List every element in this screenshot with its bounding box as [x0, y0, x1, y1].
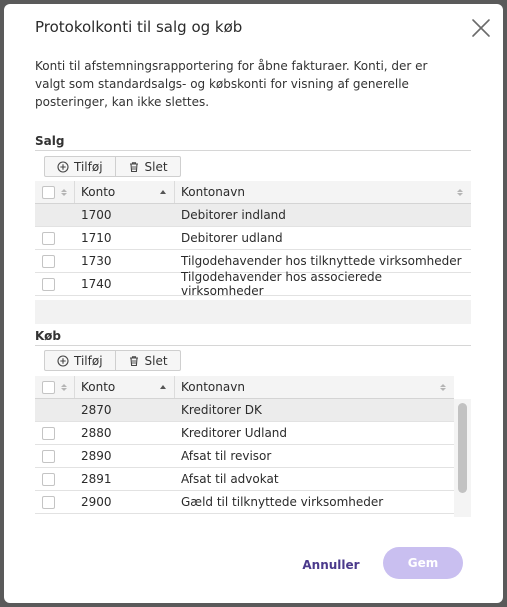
salg-col-navn-label: Kontonavn — [181, 185, 245, 199]
cell-konto: 1700 — [81, 208, 112, 222]
salg-grid — [35, 181, 471, 296]
row-checkbox[interactable] — [42, 255, 55, 268]
salg-header-select-cell — [35, 181, 75, 203]
row-select-cell — [35, 422, 75, 444]
row-checkbox[interactable] — [42, 427, 55, 440]
cell-konto: 1730 — [81, 254, 112, 268]
row-select-cell — [35, 399, 75, 421]
salg-toolbar — [44, 156, 181, 177]
salg-add-label: Tilføj — [74, 159, 103, 174]
cell-navn: Debitorer udland — [181, 231, 283, 245]
trash-icon — [128, 161, 140, 173]
row-checkbox[interactable] — [42, 473, 55, 486]
trash-icon — [128, 355, 140, 367]
row-select-cell — [35, 273, 75, 295]
sort-icon — [61, 384, 67, 391]
salg-section-label: Salg — [35, 134, 65, 148]
cell-navn: Gæld til tilknyttede virksomheder — [181, 495, 384, 509]
sort-icon — [61, 189, 67, 196]
dialog — [4, 4, 503, 603]
kob-col-konto-label: Konto — [81, 380, 116, 394]
plus-circle-icon — [57, 355, 69, 367]
kob-scrollbar-thumb[interactable] — [458, 403, 467, 493]
plus-circle-icon — [57, 161, 69, 173]
cell-navn: Afsat til advokat — [181, 472, 279, 486]
row-checkbox[interactable] — [42, 496, 55, 509]
cell-konto: 2880 — [81, 426, 112, 440]
row-select-cell — [35, 227, 75, 249]
cell-navn: Afsat til revisor — [181, 449, 272, 463]
kob-delete-button[interactable] — [115, 351, 180, 370]
salg-grid-footer — [35, 300, 471, 324]
cell-konto: 2890 — [81, 449, 112, 463]
kob-toolbar — [44, 350, 181, 371]
cell-navn: Debitorer indland — [181, 208, 286, 222]
table-row[interactable] — [35, 270, 471, 298]
sort-icon — [440, 384, 446, 391]
cell-konto: 2870 — [81, 403, 112, 417]
kob-delete-label: Slet — [144, 353, 168, 368]
kob-grid-header — [35, 376, 454, 399]
cell-navn: Kreditorer Udland — [181, 426, 288, 440]
table-row[interactable] — [35, 227, 471, 250]
cell-navn: Tilgodehavender hos associerede virksomheder — [181, 270, 382, 298]
kob-header-select-cell — [35, 376, 75, 398]
row-select-cell — [35, 491, 75, 513]
table-row[interactable] — [35, 468, 454, 491]
table-row[interactable] — [35, 491, 454, 514]
sort-asc-icon — [160, 190, 166, 194]
table-row[interactable] — [35, 445, 454, 468]
row-select-cell — [35, 204, 75, 226]
cell-navn: Tilgodehavender hos tilknyttede virksomheder — [181, 254, 462, 268]
row-select-cell — [35, 468, 75, 490]
close-icon[interactable] — [471, 18, 491, 38]
salg-col-konto-label: Konto — [81, 185, 116, 199]
cell-konto: 2891 — [81, 472, 112, 486]
row-select-cell — [35, 445, 75, 467]
table-row[interactable] — [35, 422, 454, 445]
kob-select-all-checkbox[interactable] — [42, 381, 55, 394]
cell-konto: 2900 — [81, 495, 112, 509]
kob-section-label: Køb — [35, 329, 61, 343]
cell-konto: 1740 — [81, 277, 112, 291]
salg-col-konto[interactable] — [75, 181, 175, 203]
row-select-cell — [35, 250, 75, 272]
dialog-title: Protokolkonti til salg og køb — [35, 18, 243, 36]
kob-col-navn-label: Kontonavn — [181, 380, 245, 394]
salg-delete-label: Slet — [144, 159, 168, 174]
kob-divider — [35, 345, 471, 346]
salg-add-button[interactable] — [45, 157, 115, 176]
row-checkbox[interactable] — [42, 450, 55, 463]
dialog-description: Konti til afstemningsrapportering for åbne fakturaer. Konti, der er valgt som standardsalgs- og købskonti for visning af generelle posteringer, kan ikke slettes. — [35, 59, 428, 109]
cancel-button[interactable]: Annuller — [302, 558, 360, 572]
sort-icon — [457, 189, 463, 196]
sort-asc-icon — [160, 385, 166, 389]
kob-grid — [35, 376, 454, 514]
kob-col-navn[interactable] — [175, 376, 454, 398]
row-checkbox[interactable] — [42, 232, 55, 245]
salg-select-all-checkbox[interactable] — [42, 186, 55, 199]
salg-col-navn[interactable] — [175, 181, 471, 203]
salg-grid-header — [35, 181, 471, 204]
kob-add-label: Tilføj — [74, 353, 103, 368]
kob-col-konto[interactable] — [75, 376, 175, 398]
salg-divider — [35, 150, 471, 151]
table-row[interactable] — [35, 399, 454, 422]
kob-add-button[interactable] — [45, 351, 115, 370]
save-button[interactable]: Gem — [383, 547, 463, 579]
cell-konto: 1710 — [81, 231, 112, 245]
row-checkbox[interactable] — [42, 278, 55, 291]
cell-navn: Kreditorer DK — [181, 403, 262, 417]
table-row[interactable] — [35, 204, 471, 227]
salg-delete-button[interactable] — [115, 157, 180, 176]
